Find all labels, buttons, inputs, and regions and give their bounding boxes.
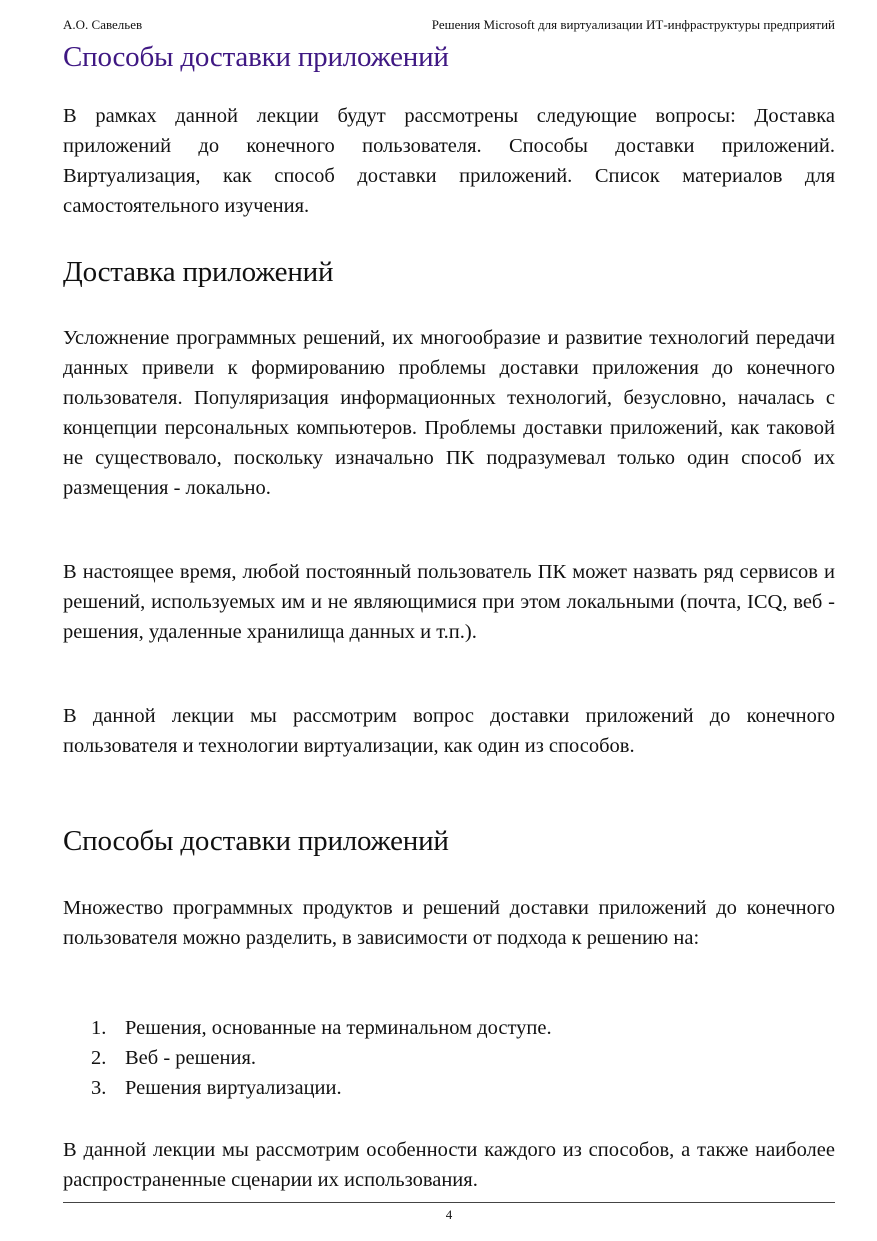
running-header (63, 16, 835, 34)
header-author: А.О. Савельев (63, 17, 143, 32)
methods-list (63, 1013, 835, 1103)
list-item (63, 1013, 835, 1043)
list-item-text: Веб - решения. (125, 1047, 257, 1069)
intro-paragraph: В рамках данной лекции будут рассмотрены следующие вопросы: Доставка приложений до конечного пользователя. Способы доставки приложений. Виртуализация, как способ доставки приложений. Список материалов для самостоятельного изучения. (63, 105, 835, 217)
page-title: Способы доставки приложений (63, 41, 449, 73)
list-item-number: 2. (91, 1047, 107, 1069)
methods-paragraph-2: В данной лекции мы рассмотрим особенности каждого из способов, а также наиболее распространенные сценарии их использования. (63, 1139, 835, 1191)
list-item (63, 1043, 835, 1073)
list-item-number: 3. (91, 1077, 107, 1099)
delivery-paragraph-2: В настоящее время, любой постоянный пользователь ПК может назвать ряд сервисов и решений, используемых им и не являющимися при этом локальными (почта, ICQ, веб - решения, удаленные хранилища данных и т.п.). (63, 561, 835, 643)
list-item-text: Решения, основанные на терминальном доступе. (125, 1017, 552, 1039)
page-number: 4 (445, 1207, 453, 1222)
list-item (63, 1073, 835, 1103)
list-item-text: Решения виртуализации. (125, 1077, 342, 1099)
section-heading-methods: Способы доставки приложений (63, 825, 449, 857)
header-course-title: Решения Microsoft для виртуализации ИТ-инфраструктуры предприятий (431, 17, 835, 32)
delivery-paragraph-1: Усложнение программных решений, их многообразие и развитие технологий передачи данных привели к формированию проблемы доставки приложения до конечного пользователя. Популяризация информационных технологий, безусловно, началась с концепции персональных компьютеров. Проблемы доставки приложений, как таковой не существовало, поскольку изначально ПК подразумевал только один способ их размещения - локально. (63, 327, 835, 499)
list-item-number: 1. (91, 1017, 107, 1039)
document-page (63, 0, 835, 1241)
delivery-paragraph-3: В данной лекции мы рассмотрим вопрос доставки приложений до конечного пользователя и технологии виртуализации, как один из способов. (63, 705, 835, 757)
methods-paragraph-1: Множество программных продуктов и решений доставки приложений до конечного пользователя можно разделить, в зависимости от подхода к решению на: (63, 897, 835, 949)
footer-divider (63, 1202, 835, 1203)
section-heading-delivery: Доставка приложений (63, 256, 334, 288)
